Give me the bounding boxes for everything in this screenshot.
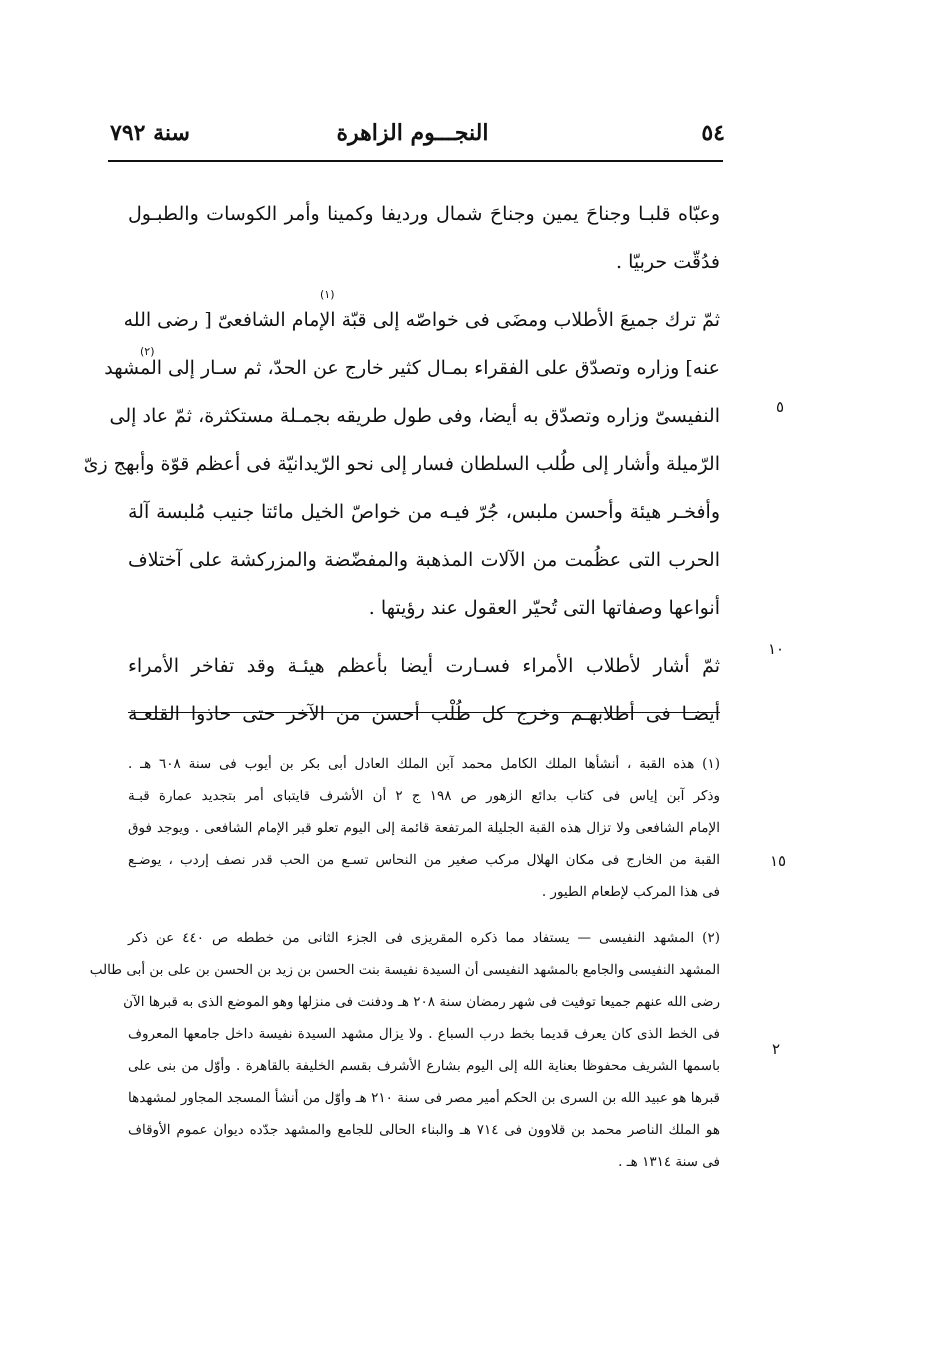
text-line: أيضـا فى أطلابهـم وخرج كل طُلْب أحسن من الآخر حتى حاذوا القلعـة (128, 703, 720, 725)
footnote-line: المشهد النفيسى والجامع بالمشهد النفيسى أن السيدة نفيسة بنت الحسن بن زيد بن الحسن بن على بن أبى طالب (89, 962, 720, 978)
text-line: الحرب التى عظُمت من الآلات المذهبة والمفضّضة والمزركشة على آختلاف (128, 549, 720, 571)
main-text (83, 190, 720, 738)
footnote-line: وذكر آبن إياس فى كتاب بدائع الزهور ص ١٩٨ ج ٢ أن الأشرف قايتباى أمر بتجديد عمارة قبـة (128, 788, 720, 804)
text-line: ثمّ ترك جميعَ الأطلاب ومضَى فى خواصّه إلى قبّة الإمام الشافعىّ [ رضى الله (123, 309, 720, 331)
footnote-line: رضى الله عنهم جميعا توفيت فى شهر رمضان سنة ٢٠٨ هـ ودفنت فى منزلها وهو الموضع الذى به قبرها الآن (123, 994, 720, 1010)
footnote-line: هو الملك الناصر محمد بن قلاوون فى ٧١٤ هـ والبناء الحالى للجامع والمشهد جدّده ديوان عموم الأوقاف (128, 1122, 720, 1138)
page-number: ٥٤ (701, 120, 725, 146)
text-line: النفيسىّ وزاره وتصدّق به أيضا، وفى طول طريقه بجمـلة مستكثرة، ثمّ عاد إلى (109, 405, 720, 427)
line-number-10: ١٠ (768, 640, 785, 658)
footnote-line: فى الخط الذى كان يعرف قديما بخط درب السباع . ولا يزال مشهد السيدة نفيسة داخل جامعها المعروف (128, 1026, 720, 1042)
footnote-line: الإمام الشافعى ولا تزال هذه القبة الجليلة المرتفعة قائمة إلى اليوم تعلو قبر الإمام الشافعى . ويوجد فوق (128, 820, 720, 836)
page-header (100, 120, 725, 164)
footnotes (89, 748, 720, 1178)
line-number-5: ٥ (776, 398, 785, 416)
text-line: عنه] وزاره وتصدّق على الفقراء بمـال كثير خارج عن الحدّ، ثم سـار إلى المشهد (104, 357, 720, 379)
footnote-rule (128, 712, 720, 713)
running-year: سنة ٧٩٢ (110, 120, 190, 146)
footnote-line: فى هذا المركب لإطعام الطيور . (541, 884, 720, 900)
footnote-line: القبة من الخارج فى مكان الهلال مركب صغير من النحاس تسـع من الحب قدر نصف إردب ، يوضـع (128, 852, 720, 868)
line-number-20: ٢ (772, 1040, 781, 1058)
running-title: النجـــوم الزاهرة (336, 120, 489, 146)
footnote-line: (١) هذه القبة ، أنشأها الملك الكامل محمد آبن الملك العادل أبى بكر بن أيوب فى سنة ٦٠٨ هـ . (128, 756, 720, 772)
footnote-marker-1: (١) (320, 288, 335, 301)
footnote-line: (٢) المشهد النفيسى — يستفاد مما ذكره المقريزى فى الجزء الثانى من خططه ص ٤٤٠ عن ذكر (128, 930, 720, 946)
text-line: الرّميلة وأشار إلى طُلب السلطان فسار إلى نحو الرّيدانيّة فى أعظم قوّة وأبهج زىّ (83, 453, 720, 475)
footnote-line: قبرها هو عبيد الله بن السرى بن الحكم أمير مصر فى سنة ٢١٠ هـ وأوّل من أنشأ المسجد المجاور لمشهدها (128, 1090, 720, 1106)
text-line: فدُقّت حربيّا . (616, 251, 720, 273)
text-line: ثمّ أشار لأطلاب الأمراء فسـارت أيضا بأعظم هيئـة وقد تفاخر الأمراء (128, 655, 720, 677)
text-line: أنواعها وصفاتها التى تُحيّر العقول عند رؤيتها . (368, 597, 720, 619)
text-line: وعبّاه قلبـا وجناحَ يمين وجناحَ شمال ورديفا وكمينا وأمر الكوسات والطبـول (128, 203, 720, 225)
footnote-line: فى سنة ١٣١٤ هـ . (618, 1154, 720, 1170)
text-line: وأفخـر هيئة وأحسن ملبس، جُرّ فيـه من خواصّ الخيل مائتا جنيب مُلبسة آلة (128, 501, 720, 523)
footnote-line: باسمها الشريف محفوظا بعناية الله إلى اليوم بشارع الأشرف بقسم الخليفة بالقاهرة . وأوّل من بنى على (128, 1058, 720, 1074)
footnote-marker-2: (٢) (140, 345, 155, 358)
line-number-15: ١٥ (770, 852, 787, 870)
header-rule (108, 160, 723, 162)
